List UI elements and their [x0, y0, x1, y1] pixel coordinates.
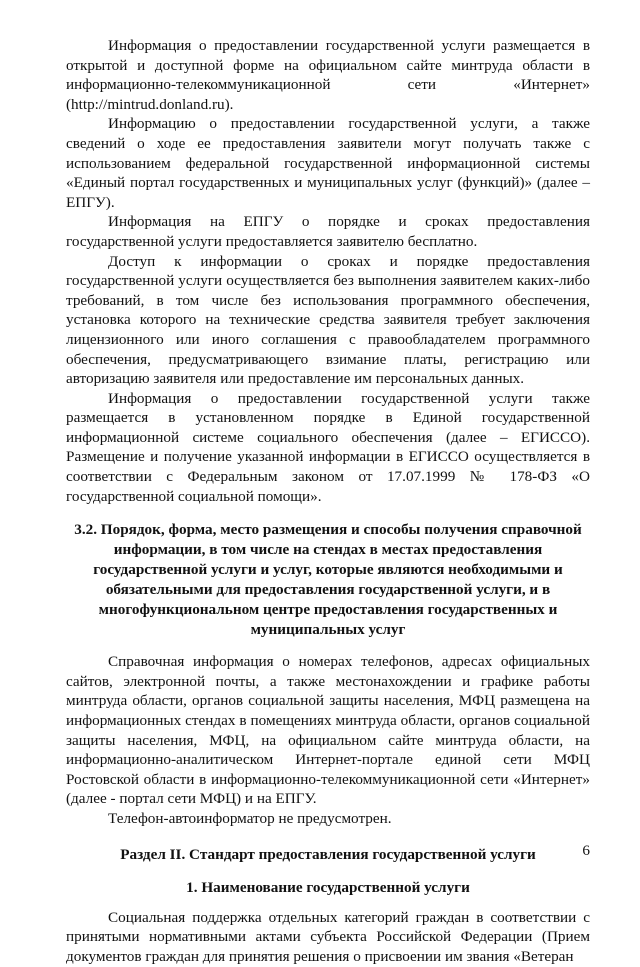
section-heading: Раздел II. Стандарт предоставления государственной услуги: [120, 845, 536, 863]
paragraph-access-info: Доступ к информации о сроках и порядке предоставления государственной услуги осуществляется без выполнения заявителем каких-либо требований, в том числе без использования программного обеспечения, установка которого на технические средства заявителя требует заключения лицензионного или иного соглашения с правообладателем программного обеспечения, предусматривающего взимание платы, регистрацию или авторизацию заявителя или предоставление им персональных данных.: [66, 252, 590, 388]
subsection-heading: 1. Наименование государственной услуги: [186, 879, 470, 897]
document-page: [66, 36, 590, 967]
paragraph-epgu-info: Информацию о предоставлении государственной услуги, а также сведений о ходе ее предоставления заявители могут получать также с использованием федеральной государственной информационной системы «Единый портал государственных и муниципальных услуг (функций)» (далее – ЕПГУ).: [66, 115, 590, 211]
paragraph-egisso: Информация о предоставлении государственной услуги также размещается в установленном порядке в Единой государственной информационной системе социального обеспечения (далее – ЕГИССО). Размещение и получение указанной информации в ЕГИССО осуществляется в соответствии с Федеральным законом от 17.07.1999 № 178-ФЗ «О государственной социальной помощи».: [66, 389, 590, 505]
heading-3-2: 3.2. Порядок, форма, место размещения и способы получения справочной информации, в том числе на стендах в местах предоставления государственной услуги и услуг, которые являются необходимыми и обязательными для предоставления государственной услуги, и в многофункциональном центре предоставления государственных и муниципальных услуг: [74, 521, 582, 639]
page-number: 6: [582, 842, 590, 859]
paragraph-epgu-free: Информация на ЕПГУ о порядке и сроках предоставления государственной услуги предоставляется заявителю бесплатно.: [66, 213, 590, 250]
paragraph-reference-info: Справочная информация о номерах телефонов, адресах официальных сайтов, электронной почты, а также местонахождении и графике работы минтруда области, органов социальной защиты населения, МФЦ размещена на информационных стендах в помещениях минтруда области, органов социальной защиты населения, МФЦ, на официальном сайте минтруда области, на информационно-аналитическом Интернет-портале единой сети МФЦ Ростовской области в информационно-телекоммуникационной сети «Интернет» (далее - портал сети МФЦ) и на ЕПГУ.: [66, 653, 590, 808]
paragraph-info-placement: Информация о предоставлении государственной услуги размещается в открытой и доступной форме на официальном сайте минтруда области в информационно-телекоммуникационной сети «Интернет» (http://mintrud.donland.ru).: [66, 37, 590, 113]
paragraph-service-name: Социальная поддержка отдельных категорий граждан в соответствии с принятыми нормативными актами субъекта Российской Федерации (Прием документов граждан для принятия решения о присвоении им звания «Ветеран: [66, 908, 590, 965]
paragraph-autoinformer: Телефон-автоинформатор не предусмотрен.: [108, 810, 392, 827]
